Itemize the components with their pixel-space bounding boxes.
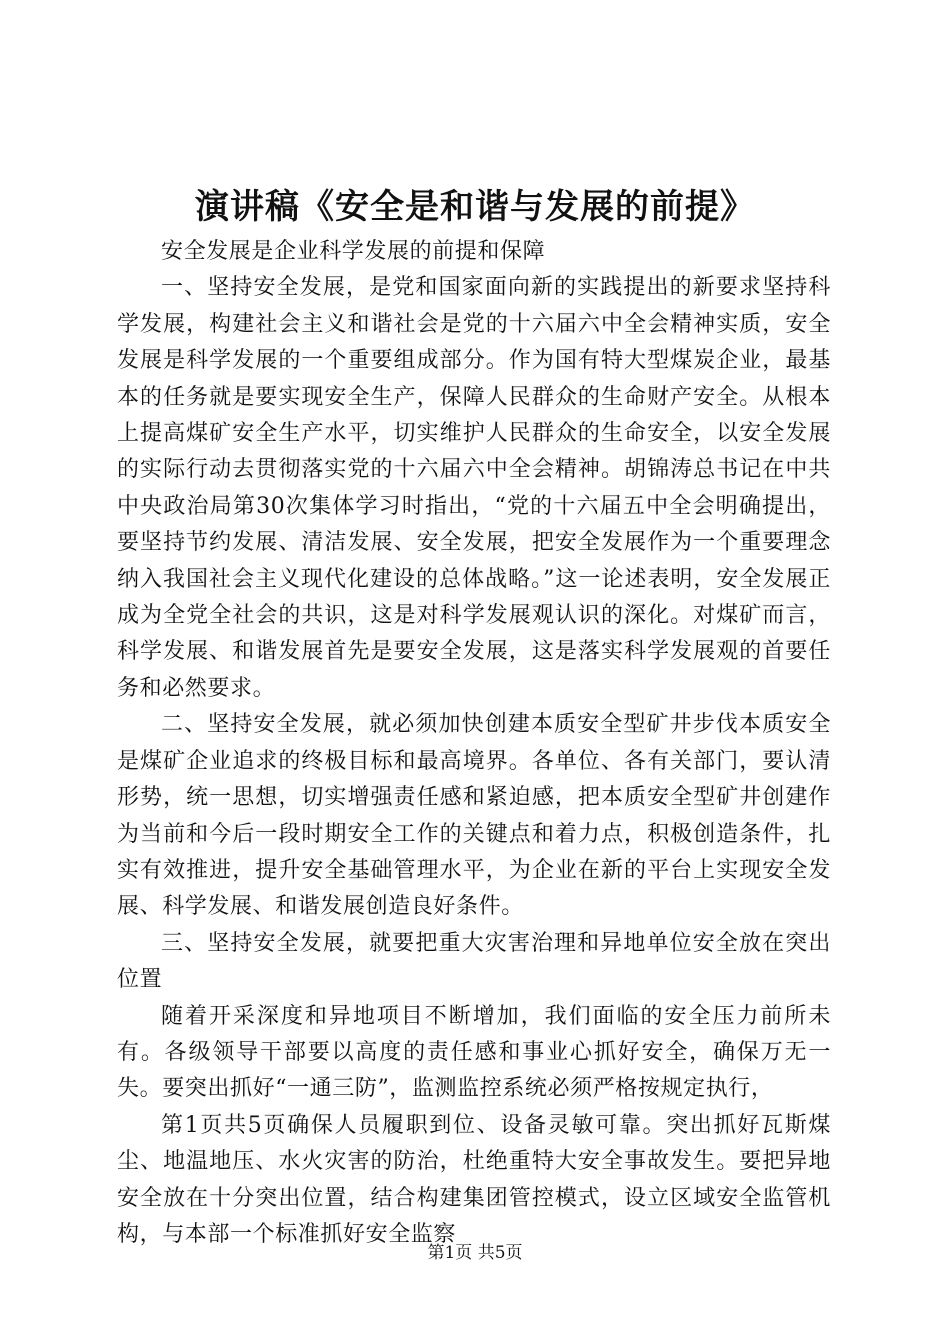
page-footer: 第1页 共5页: [427, 1243, 523, 1263]
paragraph-section-3-heading: 三、坚持安全发展，就要把重大灾害治理和异地单位安全放在突出位置: [117, 930, 831, 993]
document-body: [117, 234, 831, 1253]
document-title: 演讲稿《安全是和谐与发展的前提》: [195, 187, 755, 227]
paragraph-section-3-body: 随着开采深度和异地项目不断增加，我们面临的安全压力前所未有。各级领导干部要以高度的责任感和事业心抓好安全，确保万无一失。要突出抓好“一通三防”，监测监控系统必须严格按规定执行，: [117, 1003, 831, 1102]
paragraph-intro: 安全发展是企业科学发展的前提和保障: [161, 239, 546, 264]
paragraph-section-1: 一、坚持安全发展，是党和国家面向新的实践提出的新要求坚持科学发展，构建社会主义和谐社会是党的十六届六中全会精神实质，安全发展是科学发展的一个重要组成部分。作为国有特大型煤炭企业，最基本的任务就是要实现安全生产，保障人民群众的生命财产安全。从根本上提高煤矿安全生产水平，切实维护人民群众的生命安全，以安全发展的实际行动去贯彻落实党的十六届六中全会精神。胡锦涛总书记在中共中央政治局第30次集体学习时指出，“党的十六届五中全会明确提出，要坚持节约发展、清洁发展、安全发展，把安全发展作为一个重要理念纳入我国社会主义现代化建设的总体战略。”这一论述表明，安全发展正成为全党全社会的共识，这是对科学发展观认识的深化。对煤矿而言，科学发展、和谐发展首先是要安全发展，这是落实科学发展观的首要任务和必然要求。: [117, 275, 831, 701]
paragraph-continued: 第1页共5页确保人员履职到位、设备灵敏可靠。突出抓好瓦斯煤尘、地温地压、水火灾害的防治，杜绝重特大安全事故发生。要把异地安全放在十分突出位置，结合构建集团管控模式，设立区域安全监管机构，与本部一个标准抓好安全监察: [117, 1112, 831, 1247]
paragraph-section-2: 二、坚持安全发展，就必须加快创建本质安全型矿井步伐本质安全是煤矿企业追求的终极目标和最高境界。各单位、各有关部门，要认清形势，统一思想，切实增强责任感和紧迫感，把本质安全型矿井创建作为当前和今后一段时期安全工作的关键点和着力点，积极创造条件，扎实有效推进，提升安全基础管理水平，为企业在新的平台上实现安全发展、科学发展、和谐发展创造良好条件。: [117, 712, 831, 920]
